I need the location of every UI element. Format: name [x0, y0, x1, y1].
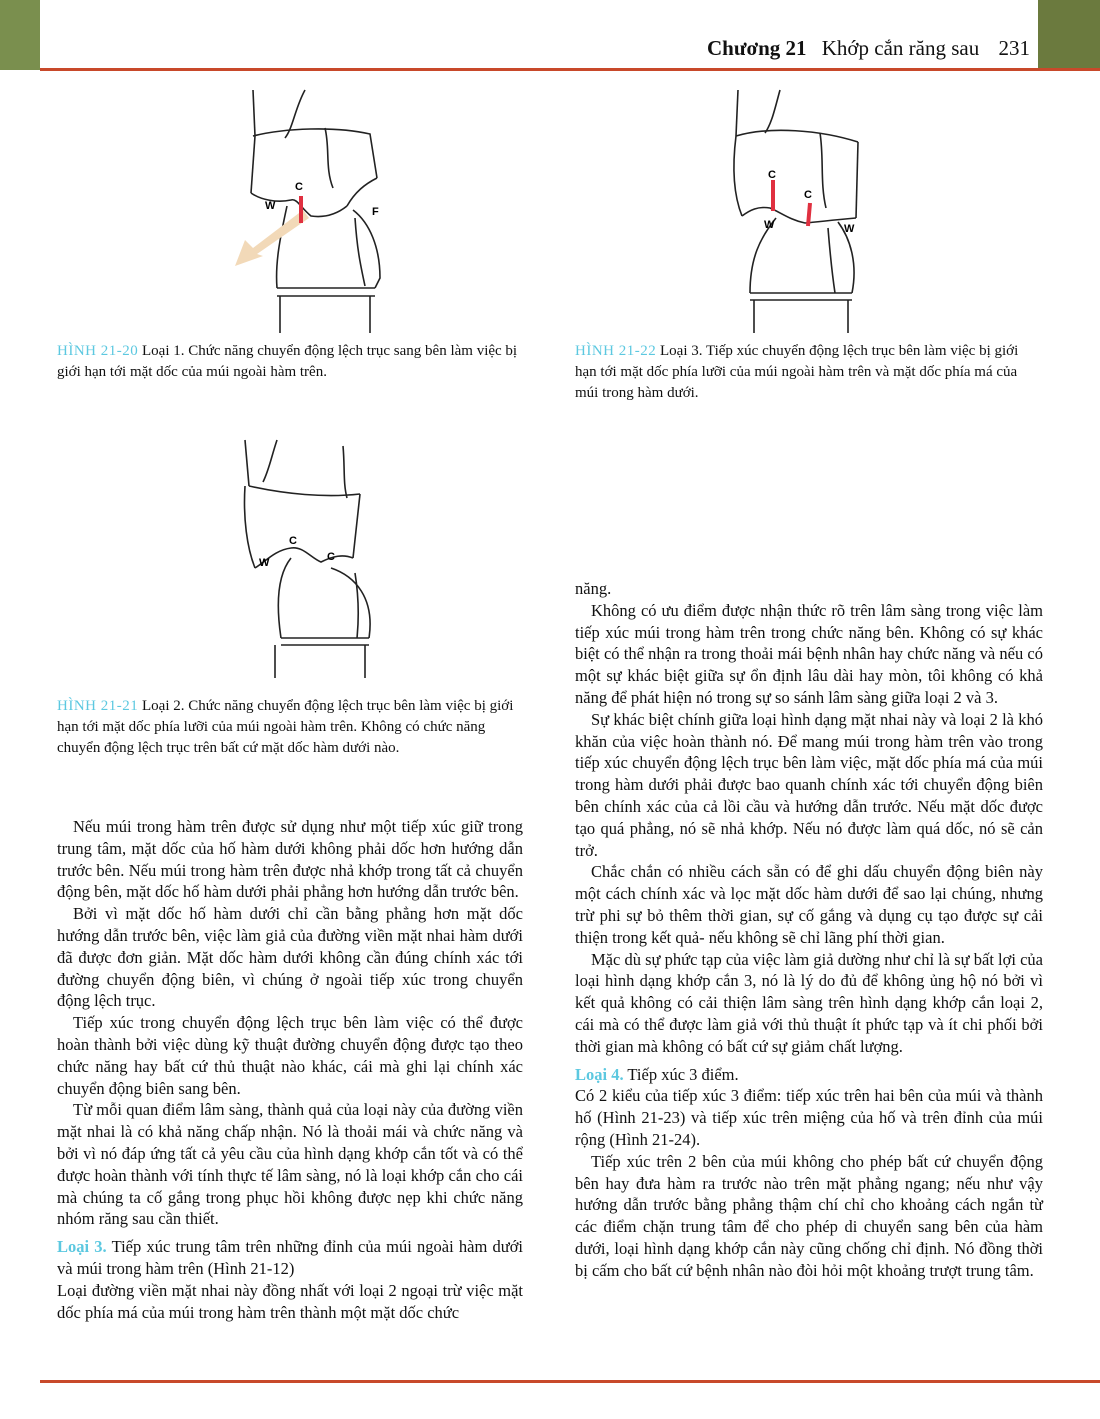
caption-label: HÌNH 21-21 [57, 698, 139, 714]
working-movement-arrow [235, 210, 309, 266]
paragraph: Có 2 kiểu của tiếp xúc 3 điểm: tiếp xúc trên hai bên của múi và thành hố (Hình 21-23) và tiếp xúc trên miệng của hố và trên đỉnh của múi rộng (Hình 21-24). [575, 1086, 1043, 1149]
paragraph: Loại đường viền mặt nhai này đồng nhất với loại 2 ngoại trừ việc mặt dốc phía má của múi trong hàm trên thành một mặt dốc chức [57, 1280, 523, 1322]
fig-label-c1: C [289, 535, 297, 547]
chapter-tab [1038, 0, 1100, 68]
margin-strip [0, 0, 40, 70]
running-header [600, 36, 1030, 61]
paragraph: Không có ưu điểm được nhận thức rõ trên lâm sàng trong việc làm tiếp xúc múi trong hàm trên trong chức năng bên. Không có sự khác biệt có thể nhận ra trong thoải mái bệnh nhân hay chức năng và nếu có một sự khác biệt giữa sự ổn định lâu dài hay mòn, tôi không có khả năng để phát hiện nó trong sự so sánh lâm sàng giữa loại 2 và 3. [575, 600, 1043, 707]
fig-label-f: F [372, 206, 379, 218]
chapter-label: Chương [707, 36, 781, 60]
caption-21-21 [57, 696, 523, 759]
caption-text: Loại 1. Chức năng chuyển động lệch trục sang bên làm việc bị giới hạn tới mặt dốc của múi ngoài hàm trên. [57, 343, 518, 380]
left-text-column [57, 816, 523, 1323]
paragraph: Sự khác biệt chính giữa loại hình dạng mặt nhai này và loại 2 là khó khăn của việc hoàn thành nó. Để mang múi trong hàm trên vào trong tiếp xúc chuyển động lệch trục bên làm việc, mặt dốc phía má của múi trong hàm dưới phải được bao quanh chính xác tới chuyển động biên bên chính xác của cả lồi cầu và hướng dẫn trước. Nếu mặt dốc được tạo quá phẳng, nó sẽ nhả khớp. Nếu nó được làm quá dốc, nó sẽ cản trở. [575, 709, 1043, 860]
page-number: 231 [998, 36, 1030, 60]
fig-label-w1: W [764, 219, 775, 231]
fig-label-c: C [295, 181, 303, 193]
fig-label-w: W [265, 200, 276, 212]
fig-label-w: W [259, 557, 270, 569]
fig-label-c1: C [768, 169, 776, 181]
paragraph: Từ mỗi quan điểm lâm sàng, thành quả của loại này của đường viền mặt nhai là có khả năng chấp nhận. Nó là thoải mái và chức năng và bởi vì nó đáp ứng tất cả yêu cầu của hình dạng khớp cắn tốt và có thể được hoàn thành với tính thực tế lâm sàng, nó là loại khớp cắn cho cái mà chúng ta cố gắng trong phục hồi không được nẹp khi chức năng nhóm răng sau cần thiết. [57, 1100, 523, 1229]
fig-label-w2: W [844, 223, 855, 235]
paragraph: Nếu múi trong hàm trên được sử dụng như một tiếp xúc giữ trong trung tâm, mặt dốc của hố hàm dưới không phải dốc hơn hướng dẫn trước bên. Nếu múi trong hàm trên được nhả khớp trong tất cả chuyển động bên, mặt dốc hố hàm dưới phải phẳng hơn hướng dẫn trước bên. [57, 817, 523, 902]
paragraph: Tiếp xúc trên 2 bên của múi không cho phép bất cứ chuyển động bên hay đưa hàm ra trước nào trên mặt phẳng ngang; nếu như vậy hướng dẫn trước bằng phẳng thậm chí chỉ cho khoảng cách ngắn từ các điểm chặn trung tâm để cho phép di chuyển sang bên của hàm dưới, loại hình dạng khớp cắn này cũng chống chỉ định. Nó đồng thời bị cấm cho bất cứ bệnh nhân nào đòi hỏi một khoảng trượt trung tâm. [575, 1151, 1043, 1280]
caption-text: Loại 2. Chức năng chuyển động lệch trục bên làm việc bị giới hạn tới mặt dốc phía lưỡi của múi ngoài hàm trên. Không có chức năng chuyển động lệch trục trên bất cứ mặt dốc hàm dưới nào. [57, 698, 514, 756]
header-rule [40, 68, 1100, 71]
figure-21-22-drawing [720, 88, 880, 333]
type-4-heading [575, 1064, 1043, 1086]
paragraph: năng. [575, 579, 612, 598]
right-text-column [575, 578, 1043, 1282]
chapter-number: 21 [785, 36, 807, 60]
type-3-label: Loại 3. [57, 1237, 107, 1257]
figure-21-20-drawing [225, 88, 395, 333]
type-3-heading [57, 1236, 523, 1280]
type-3-text: Tiếp xúc trung tâm trên những đỉnh của múi ngoài hàm dưới và múi trong hàm trên (Hình 21-12) [57, 1237, 523, 1278]
caption-label: HÌNH 21-20 [57, 343, 139, 359]
paragraph: Bởi vì mặt dốc hố hàm dưới chỉ cần bằng phẳng hơn mặt dốc hướng dẫn trước bên, việc làm giả của đường viền mặt nhai hàm dưới đã được đơn giản. Mặt dốc hàm dưới không cần đúng chính xác tới đường chuyển động biên, vì chúng ở ngoài tiếp xúc trong chuyển động lệch trục. [57, 904, 523, 1011]
contact-marker-2 [808, 203, 810, 226]
fig-label-c2: C [804, 189, 812, 201]
caption-21-20 [57, 341, 523, 383]
figure-21-21-drawing [235, 438, 400, 678]
chapter-title: Khớp cắn răng sau [821, 36, 980, 60]
fig-label-c2: C [327, 551, 335, 563]
paragraph: Tiếp xúc trong chuyển động lệch trục bên làm việc có thể được hoàn thành bởi việc dùng kỹ thuật đường chuyển động được tạo theo chức năng hay bất cứ thủ thuật nào khác, cái mà ghi lại chính xác chuyển động biên sang bên. [57, 1013, 523, 1098]
footer-rule [40, 1380, 1100, 1383]
caption-21-22 [575, 341, 1043, 404]
type-4-label: Loại 4. [575, 1064, 624, 1084]
paragraph: Chắc chắn có nhiều cách sẵn có để ghi dấu chuyển động biên này một cách chính xác và lọc mặt dốc hàm dưới để sao lại chúng, nhưng trừ phi sự bỏ thêm thời gian, sự cố gắng và dụng cụ tạo được sự cải thiện trong kết quả- nếu không sẽ chỉ lãng phí thời gian. [575, 862, 1043, 947]
caption-text: Loại 3. Tiếp xúc chuyển động lệch trục bên làm việc bị giới hạn tới mặt dốc phía lưỡi của múi ngoài hàm trên và mặt dốc phía má của múi trong hàm dưới. [575, 343, 1019, 401]
paragraph: Mặc dù sự phức tạp của việc làm giả dường như chỉ là sự bất lợi của loại hình dạng khớp cắn 3, nó là lý do đủ để không ủng hộ nó bởi vì kết quả không có cải thiện lâm sàng trên hình dạng khớp cắn loại 2, cái mà có thể được làm giả với thủ thuật ít phức tạp và ít chi phối bởi thời gian mà không có bất cứ sự giảm chất lượng. [575, 949, 1043, 1056]
caption-label: HÌNH 21-22 [575, 343, 657, 359]
type-4-text: Tiếp xúc 3 điểm. [623, 1064, 739, 1084]
